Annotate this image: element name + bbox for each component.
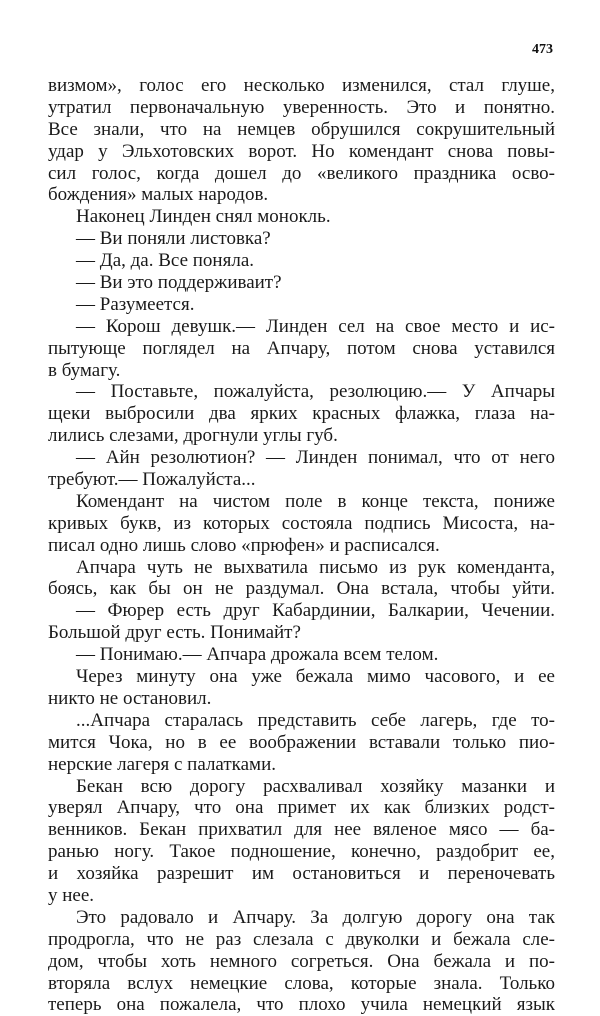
text-line: ...Апчара старалась представить себе лагерь, где то- (76, 709, 555, 731)
text-line: — Корош девушк.— Линден сел на свое место и ис- (76, 315, 555, 337)
text-line: требуют.— Пожалуйста... (48, 469, 256, 491)
text-line: Это радовало и Апчару. За долгую дорогу она так (76, 906, 555, 928)
text-line: венников. Бекан прихватил для нее вяленое мясо — ба- (48, 819, 555, 841)
body-text (48, 75, 555, 1016)
text-line: — Да, да. Все поняла. (76, 250, 255, 272)
text-line: мится Чока, но в ее воображении вставали только пио- (48, 731, 555, 753)
text-line: удар у Эльхотовских ворот. Но комендант снова повы- (48, 140, 555, 162)
text-line: никто не остановил. (48, 687, 212, 709)
text-line: дом, чтобы хоть немного согреться. Она бежала и по- (48, 950, 555, 972)
text-line: теперь она пожалела, что плохо учила немецкий язык (48, 994, 555, 1016)
text-line: — Ви поняли листовка? (76, 228, 271, 250)
text-line: щеки выбросили два ярких красных флажка, глаза на- (48, 403, 555, 425)
text-line: Все знали, что на немцев обрушился сокрушительный (48, 118, 555, 140)
text-line: Апчара чуть не выхватила письмо из рук коменданта, (76, 556, 555, 578)
text-line: — Понимаю.— Апчара дрожала всем телом. (76, 644, 439, 666)
text-line: лились слезами, дрогнули углы губ. (48, 425, 338, 447)
text-line: Наконец Линден снял монокль. (76, 206, 331, 228)
text-line: вторяла вслух немецкие слова, которые знала. Только (48, 972, 555, 994)
text-line: продрогла, что не раз слезала с двуколки и бежала сле- (48, 928, 555, 950)
text-line: кривых букв, из которых состояла подпись Мисоста, на- (48, 512, 555, 534)
text-line: уверял Апчару, что она примет их как близких родст- (48, 797, 555, 819)
text-line: — Айн резолютион? — Линден понимал, что от него (76, 447, 555, 469)
text-line: Через минуту она уже бежала мимо часового, и ее (76, 666, 555, 688)
text-line: бождения» малых народов. (48, 184, 269, 206)
text-line: у нее. (48, 884, 95, 906)
page-number: 473 (532, 42, 553, 57)
text-line: Бекан всю дорогу расхваливал хозяйку мазанки и (76, 775, 555, 797)
text-line: пытующе поглядел на Апчару, потом снова уставился (48, 337, 555, 359)
text-line: Большой друг есть. Понимайт? (48, 622, 301, 644)
text-line: нерские лагеря с палатками. (48, 753, 276, 775)
text-line: утратил первоначальную уверенность. Это и понятно. (48, 96, 555, 118)
text-line: визмом», голос его несколько изменился, стал глуше, (48, 75, 555, 96)
text-line: сил голос, когда дошел до «великого праздника осво- (48, 162, 555, 184)
text-line: в бумагу. (48, 359, 121, 381)
text-line: писал одно лишь слово «прюфен» и расписался. (48, 534, 440, 556)
text-line: — Разумеется. (76, 293, 195, 315)
text-line: — Поставьте, пожалуйста, резолюцию.— У Апчары (76, 381, 555, 403)
text-line: ранью ногу. Такое подношение, конечно, раздобрит ее, (48, 841, 555, 863)
text-line: Комендант на чистом поле в конце текста, пониже (76, 490, 555, 512)
text-line: — Ви это поддерживаит? (76, 272, 282, 294)
text-line: и хозяйка разрешит им остановиться и переночевать (48, 863, 555, 885)
text-line: боясь, как бы он не раздумал. Она встала, чтобы уйти. (48, 578, 555, 600)
text-line: — Фюрер есть друг Кабардинии, Балкарии, Чечении. (76, 600, 555, 622)
